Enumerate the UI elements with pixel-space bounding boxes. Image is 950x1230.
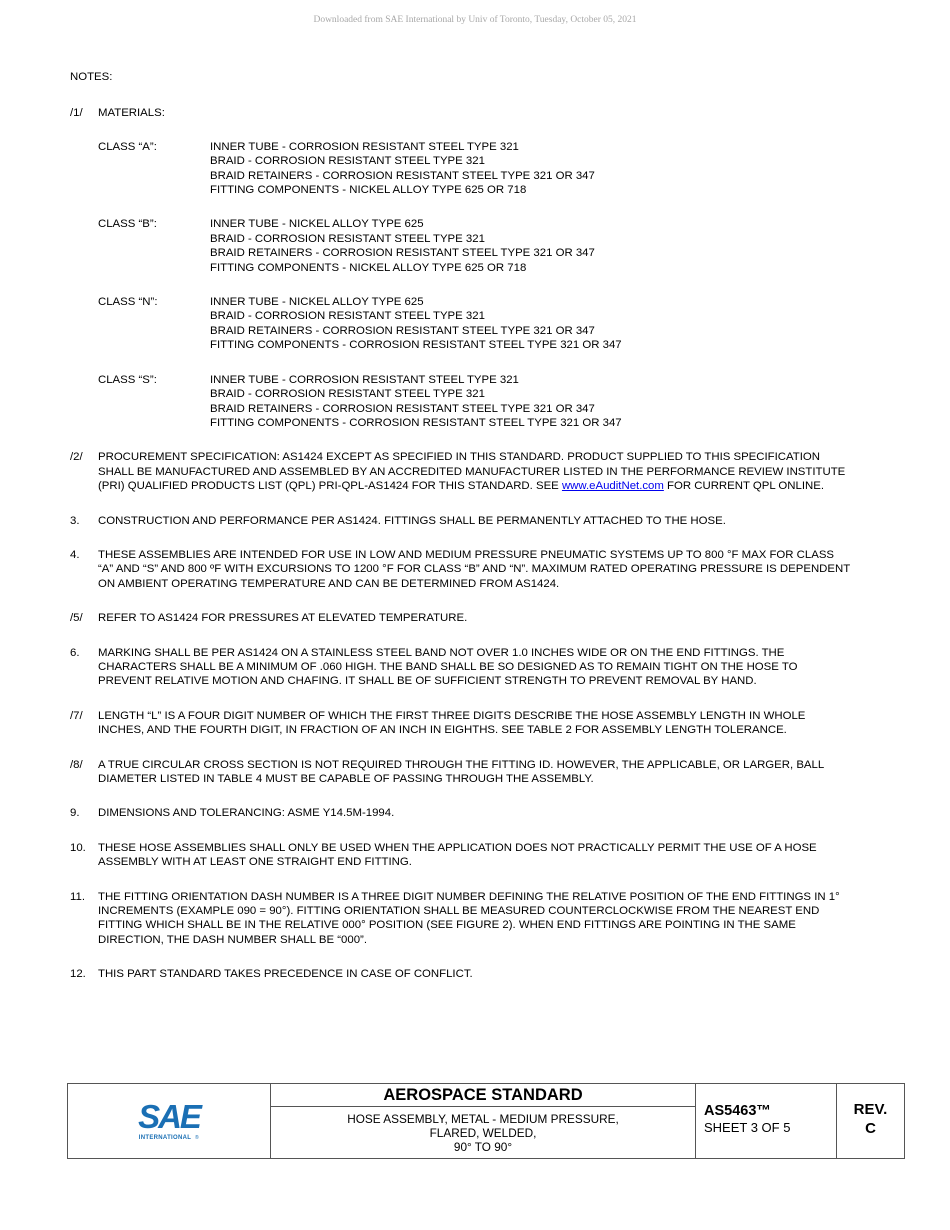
note-text: CONSTRUCTION AND PERFORMANCE PER AS1424. FITTINGS SHALL BE PERMANENTLY ATTACHED TO THE HOSE. bbox=[98, 514, 726, 527]
material-class-lines bbox=[210, 140, 595, 198]
note-text: REFER TO AS1424 FOR PRESSURES AT ELEVATED TEMPERATURE. bbox=[98, 612, 468, 625]
material-line: INNER TUBE - CORROSION RESISTANT STEEL TYPE 321 bbox=[210, 373, 519, 386]
note-1 bbox=[70, 106, 850, 430]
note-number: 11. bbox=[70, 890, 85, 903]
sae-logo-subtitle: INTERNATIONAL bbox=[138, 1135, 192, 1141]
material-line: FITTING COMPONENTS - NICKEL ALLOY TYPE 625 OR 718 bbox=[210, 261, 527, 274]
notes-title: NOTES: bbox=[70, 71, 113, 83]
note-item bbox=[70, 514, 850, 528]
sae-logo bbox=[68, 1084, 271, 1158]
material-line: FITTING COMPONENTS - NICKEL ALLOY TYPE 625 OR 718 bbox=[210, 184, 527, 197]
material-line: BRAID - CORROSION RESISTANT STEEL TYPE 321 bbox=[210, 155, 485, 168]
note-number: 6. bbox=[70, 646, 80, 659]
note-number: 9. bbox=[70, 807, 80, 820]
note-item bbox=[70, 758, 850, 787]
material-class-label: CLASS “B”: bbox=[98, 218, 157, 231]
material-class-lines bbox=[210, 373, 622, 431]
revision-cell bbox=[837, 1084, 904, 1158]
description-line: FLARED, WELDED, bbox=[429, 1126, 537, 1140]
sae-logo-wordmark: SAE bbox=[138, 1099, 200, 1135]
note-text: MARKING SHALL BE PER AS1424 ON A STAINLESS STEEL BAND NOT OVER 1.0 INCHES WIDE OR ON THE END FITTINGS. THE CHARACTERS SHALL BE A MINIMUM OF .060 HIGH. THE BAND SHALL BE SO DESIGNED AS TO REMAIN TIGHT ON THE HOSE TO PREVENT RELATIVE MOTION AND CHAFING. IT SHALL BE OF SUFFICIENT STRENGTH TO PREVENT REMOVAL BY HAND. bbox=[98, 646, 798, 688]
material-class bbox=[98, 295, 850, 353]
title-cell bbox=[271, 1084, 696, 1158]
material-class-label: CLASS “S”: bbox=[98, 373, 157, 386]
material-line: BRAID - CORROSION RESISTANT STEEL TYPE 321 bbox=[210, 388, 485, 401]
standard-description bbox=[271, 1107, 695, 1158]
eauditnet-link[interactable]: www.eAuditNet.com bbox=[561, 480, 664, 493]
note-number: /2/ bbox=[70, 451, 83, 464]
note-text: THIS PART STANDARD TAKES PRECEDENCE IN CASE OF CONFLICT. bbox=[98, 968, 473, 981]
note-2-text-after: FOR CURRENT QPL ONLINE. bbox=[663, 480, 824, 493]
note-item bbox=[70, 709, 850, 738]
note-number: /7/ bbox=[70, 709, 83, 722]
description-line: HOSE ASSEMBLY, METAL - MEDIUM PRESSURE, bbox=[347, 1112, 619, 1126]
revision-label: REV. bbox=[853, 1101, 888, 1118]
note-item bbox=[70, 646, 850, 689]
note-number: 12. bbox=[70, 968, 86, 981]
note-item bbox=[70, 548, 850, 591]
note-number: /8/ bbox=[70, 758, 83, 771]
note-text: A TRUE CIRCULAR CROSS SECTION IS NOT REQUIRED THROUGH THE FITTING ID. HOWEVER, THE APPLICABLE, OR LARGER, BALL DIAMETER LISTED IN TABLE 4 MUST BE CAPABLE OF PASSING THROUGH THE ASSEMBLY. bbox=[98, 758, 824, 785]
standard-type: AEROSPACE STANDARD bbox=[271, 1084, 695, 1107]
note-item bbox=[70, 890, 850, 948]
note-1-title: MATERIALS: bbox=[98, 107, 165, 120]
standard-number-cell bbox=[696, 1084, 837, 1158]
note-text: THESE ASSEMBLIES ARE INTENDED FOR USE IN LOW AND MEDIUM PRESSURE PNEUMATIC SYSTEMS UP TO 800 °F MAX FOR CLASS “A” AND “S” AND 800 ºF WITH EXCURSIONS TO 1200 °F FOR CLASS “B” AND “N”. MAXIMUM RATED OPERATING PRESSURE IS DEPENDENT ON AMBIENT OPERATING TEMPERATURE AND CAN BE DETERMINED FROM AS1424. bbox=[98, 548, 850, 590]
note-item bbox=[70, 967, 850, 981]
material-line: BRAID RETAINERS - CORROSION RESISTANT STEEL TYPE 321 OR 347 bbox=[210, 247, 595, 260]
note-number: /1/ bbox=[70, 107, 83, 120]
material-class bbox=[98, 140, 850, 198]
note-number: 10. bbox=[70, 841, 86, 854]
sae-logo-registered-mark: ® bbox=[195, 1135, 199, 1141]
note-text bbox=[98, 450, 850, 493]
material-line: FITTING COMPONENTS - CORROSION RESISTANT STEEL TYPE 321 OR 347 bbox=[210, 339, 622, 352]
material-line: BRAID RETAINERS - CORROSION RESISTANT STEEL TYPE 321 OR 347 bbox=[210, 402, 595, 415]
note-text: DIMENSIONS AND TOLERANCING: ASME Y14.5M-1994. bbox=[98, 807, 395, 820]
material-line: BRAID RETAINERS - CORROSION RESISTANT STEEL TYPE 321 OR 347 bbox=[210, 169, 595, 182]
material-line: INNER TUBE - NICKEL ALLOY TYPE 625 bbox=[210, 218, 424, 231]
note-text: THE FITTING ORIENTATION DASH NUMBER IS A THREE DIGIT NUMBER DEFINING THE RELATIVE POSITION OF THE END FITTINGS IN 1° INCREMENTS (EXAMPLE 090 = 90°). FITTING ORIENTATION SHALL BE MEASURED COUNTERCLOCKWISE FROM THE NEAREST END FITTING WHICH SHALL BE IN THE RELATIVE 000° POSITION (SEE FIGURE 2). WHEN END FITTINGS ARE POINTING IN THE SAME DIRECTION, THE DASH NUMBER SHALL BE “000”. bbox=[98, 890, 840, 946]
material-line: BRAID RETAINERS - CORROSION RESISTANT STEEL TYPE 321 OR 347 bbox=[210, 324, 595, 337]
title-block bbox=[67, 1083, 905, 1159]
material-line: BRAID - CORROSION RESISTANT STEEL TYPE 321 bbox=[210, 310, 485, 323]
material-class-list bbox=[98, 140, 850, 431]
revision-value: C bbox=[865, 1120, 876, 1137]
note-text: LENGTH “L” IS A FOUR DIGIT NUMBER OF WHICH THE FIRST THREE DIGITS DESCRIBE THE HOSE ASSEMBLY LENGTH IN WHOLE INCHES, AND THE FOURTH DIGIT, IN FRACTION OF AN INCH IN EIGHTHS. SEE TABLE 2 FOR ASSEMBLY LENGTH TOLERANCE. bbox=[98, 709, 806, 737]
material-class bbox=[98, 373, 850, 431]
note-item bbox=[70, 806, 850, 820]
material-class-label: CLASS “A”: bbox=[98, 140, 157, 153]
notes-list bbox=[70, 514, 850, 982]
sheet-number: SHEET 3 OF 5 bbox=[704, 1120, 791, 1135]
material-line: INNER TUBE - CORROSION RESISTANT STEEL TYPE 321 bbox=[210, 140, 519, 153]
note-number: 4. bbox=[70, 548, 80, 561]
note-item bbox=[70, 611, 850, 625]
note-2-text-before: PROCUREMENT SPECIFICATION: AS1424 EXCEPT AS SPECIFIED IN THIS STANDARD. PRODUCT SUPPLIED TO THIS SPECIFICATION SHALL BE MANUFACTURED AND ASSEMBLED BY AN ACCREDITED MANUFACTURER LISTED IN THE PERFORMANCE REVIEW INSTITUTE (PRI) QUALIFIED PRODUCTS LIST (QPL) PRI-QPL-AS1424 FOR THIS STANDARD. SEE bbox=[98, 451, 846, 493]
note-item bbox=[70, 841, 850, 870]
material-line: BRAID - CORROSION RESISTANT STEEL TYPE 321 bbox=[210, 232, 485, 245]
note-number: /5/ bbox=[70, 612, 83, 625]
material-class-lines bbox=[210, 217, 595, 275]
note-number: 3. bbox=[70, 514, 80, 527]
sae-logo-graphic bbox=[129, 1099, 209, 1143]
material-line: FITTING COMPONENTS - CORROSION RESISTANT STEEL TYPE 321 OR 347 bbox=[210, 416, 622, 429]
notes-section bbox=[70, 70, 850, 1002]
material-class-lines bbox=[210, 295, 622, 353]
note-2 bbox=[70, 450, 850, 493]
download-banner: Downloaded from SAE International by Univ of Toronto, Tuesday, October 05, 2021 bbox=[313, 15, 637, 25]
material-line: INNER TUBE - NICKEL ALLOY TYPE 625 bbox=[210, 296, 424, 309]
material-class-label: CLASS “N”: bbox=[98, 296, 158, 309]
material-class bbox=[98, 217, 850, 275]
note-text: THESE HOSE ASSEMBLIES SHALL ONLY BE USED WHEN THE APPLICATION DOES NOT PRACTICALLY PERMIT THE USE OF A HOSE ASSEMBLY WITH AT LEAST ONE STRAIGHT END FITTING. bbox=[98, 841, 817, 869]
standard-number: AS5463™ bbox=[704, 1103, 771, 1119]
description-line: 90° TO 90° bbox=[453, 1140, 513, 1154]
